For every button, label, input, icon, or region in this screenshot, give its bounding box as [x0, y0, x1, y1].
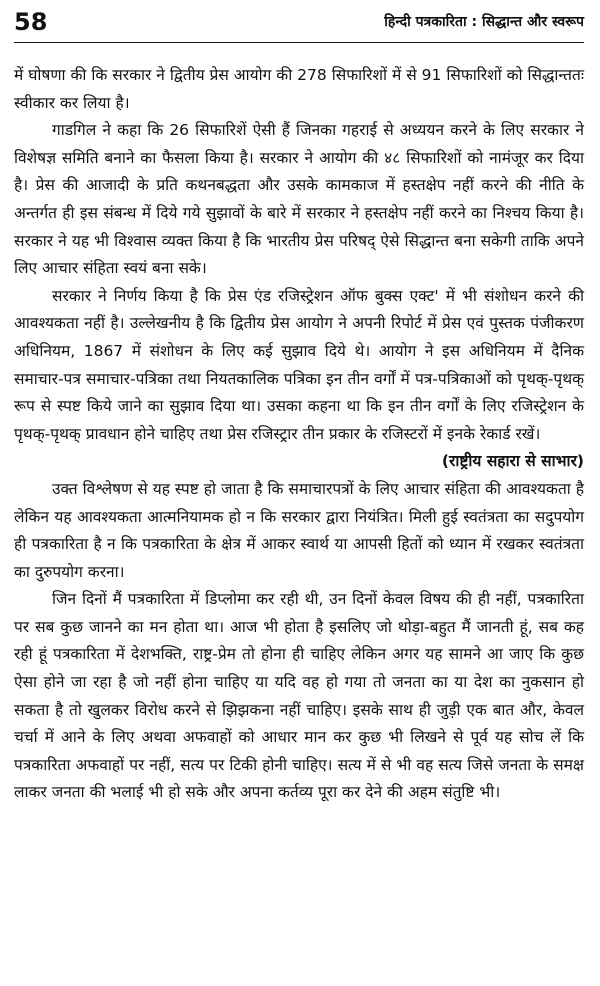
paragraph-3-block [14, 283, 584, 476]
running-head: हिन्दी पत्रकारिता : सिद्धान्त और स्वरूप [384, 14, 584, 30]
paragraph-5: जिन दिनों मैं पत्रकारिता में डिप्लोमा कर रही थी, उन दिनों केवल विषय की ही नहीं, पत्रकारिता पर सब कुछ जानने का मन होता था। आज भी होता है इसलिए जो थोड़ा-बहुत मैं जानती हूं, सब कह रही हूं पत्रकारिता में देशभक्ति, राष्ट्र-प्रेम तो होना ही चाहिए लेकिन अगर यह सामने आ जाए कि कुछ ऐसा होने जा रहा है जो नहीं होना चाहिए या यदि वह हो गया तो जनता का या देश का नुकसान हो सकता है तो खुलकर विरोध करने से झिझकना नहीं चाहिए। इसके साथ ही जुड़ी एक बात और, केवल चर्चा में आने के लिए अथवा अफवाहों को आधार मान कर कुछ भी लिखने से पूर्व यह सोच लें कि पत्रकारिता अफवाहों पर नहीं, सत्य पर टिकी होनी चाहिए। सत्य में से भी वह सत्य जिसे जनता के समक्ष लाकर जनता की भलाई भी हो सके और अपना कर्तव्य पूरा कर देने की अहम संतुष्टि भी। [14, 590, 584, 802]
page-number: 58 [14, 8, 48, 36]
page-header [14, 8, 584, 48]
paragraph-3: सरकार ने निर्णय किया है कि प्रेस एंड रजिस्ट्रेशन ऑफ बुक्स एक्ट' में भी संशोधन करने की आवश्यकता नहीं है। उल्लेखनीय है कि द्वितीय प्रेस आयोग ने अपनी रिपोर्ट में प्रेस एवं पुस्तक पंजीकरण अधिनियम, 1867 में संशोधन के लिए कई सुझाव दिये थे। आयोग ने इस अधिनियम में दैनिक समाचार-पत्र समाचार-पत्रिका तथा नियतकालिक पत्रिका इन तीन वर्गों में पत्र-पत्रिकाओं को पृथक्-पृथक् रूप से स्पष्ट किये जाने का सुझाव दिया था। उसका कहना था कि इन तीन वर्गों के लिए रजिस्ट्रेशन के पृथक्-पृथक् प्रावधान होने चाहिए तथा प्रेस रजिस्ट्रार तीन प्रकार के रजिस्टरों में इनके रेकार्ड रखें। [14, 286, 584, 443]
paragraph-1: में घोषणा की कि सरकार ने द्वितीय प्रेस आयोग की 278 सिफारिशों में से 91 सिफारिशों को सिद्धान्ततः स्वीकार कर लिया है। [14, 66, 584, 112]
paragraph-2: गाडगिल ने कहा कि 26 सिफारिशें ऐसी हैं जिनका गहराई से अध्ययन करने के लिए सरकार ने विशेषज्ञ समिति बनाने का फैसला किया है। सरकार ने आयोग की ४८ सिफारिशों को नामंजूर कर दिया है। प्रेस की आजादी के प्रति कथनबद्धता और उसके कामकाज में हस्तक्षेप नहीं करने की नीति के अन्तर्गत ही इस संबन्ध में दिये गये सुझावों के बारे में सरकार ने हस्तक्षेप नहीं करने का निश्चय किया है। सरकार ने यह भी विश्वास व्यक्त किया है कि भारतीय प्रेस परिषद् ऐसे सिद्धान्त बना सकेगी ताकि अपने लिए आचार संहिता स्वयं बना सके। [14, 121, 584, 278]
source-credit: (राष्ट्रीय सहारा से साभार) [441, 452, 584, 471]
body-text [14, 62, 584, 807]
paragraph-4: उक्त विश्लेषण से यह स्पष्ट हो जाता है कि समाचारपत्रों के लिए आचार संहिता की आवश्यकता है लेकिन यह आवश्यकता आत्मनियामक हो न कि सरकार द्वारा नियंत्रित। मिली हुई स्वतंत्रता का सदुपयोग ही पत्रकारिता है न कि पत्रकारिता के क्षेत्र में आकर स्वार्थ या आपसी हितों को ध्यान में रखकर स्वतंत्रता का दुरुपयोग करना। [14, 479, 584, 581]
header-rule [14, 42, 584, 43]
